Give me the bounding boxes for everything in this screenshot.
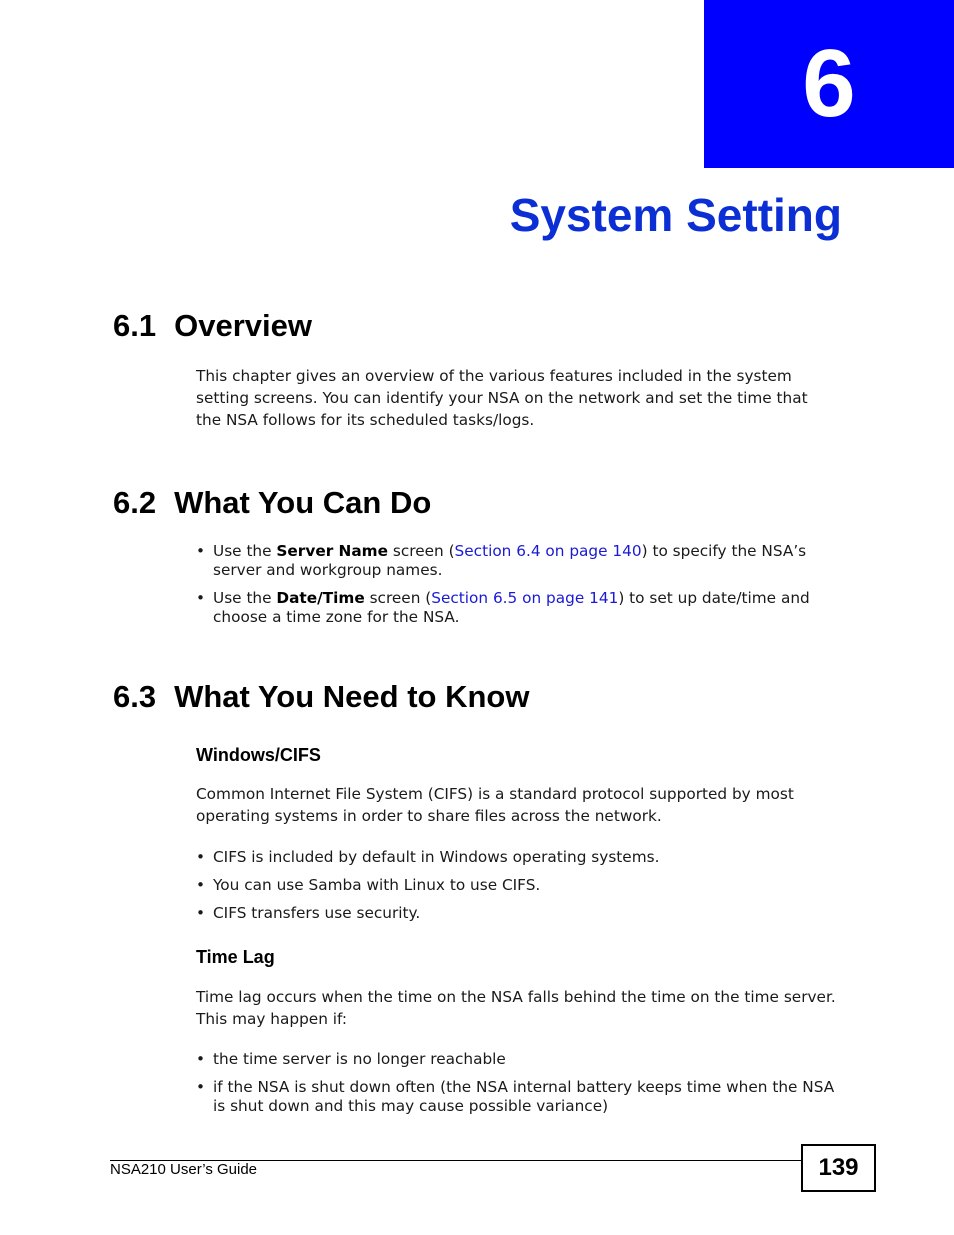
bullet-icon: • — [196, 1050, 206, 1068]
bullet-icon: • — [196, 904, 206, 922]
time-lag-paragraph: Time lag occurs when the time on the NSA falls behind the time on the time server. This may happen if: — [196, 988, 836, 1028]
list-item: • CIFS is included by default in Windows operating systems. — [196, 848, 660, 866]
section-heading-need-know — [113, 680, 529, 714]
chapter-number-box — [704, 0, 954, 168]
list-item: • the time server is no longer reachable — [196, 1050, 506, 1068]
footer-guide-name: NSA210 User’s Guide — [110, 1161, 258, 1178]
section-title: Overview — [174, 308, 312, 343]
overview-paragraph: This chapter gives an overview of the various features included in the system setting screens. You can identify your NSA on the network and set the time that the NSA follows for its scheduled tasks/logs. — [196, 367, 808, 429]
section-number: 6.3 — [113, 679, 157, 714]
bullet-icon: • — [196, 589, 206, 607]
chapter-title: System Setting — [509, 189, 842, 241]
cifs-list — [196, 848, 836, 923]
section-heading-can-do — [113, 486, 431, 520]
bullet-icon: • — [196, 1078, 206, 1096]
subheading-time-lag: Time Lag — [196, 947, 275, 967]
time-lag-list — [196, 1050, 836, 1116]
list-item: • Use the Server Name screen (Section 6.4 on page 140) to specify the NSA’s server and workgroup names. — [196, 542, 807, 579]
section-link[interactable]: Section 6.5 on page 141 — [431, 589, 619, 607]
bullet-icon: • — [196, 542, 206, 560]
subheading-windows-cifs: Windows/CIFS — [196, 745, 321, 765]
screen-name: Server Name — [276, 542, 388, 560]
can-do-list — [196, 542, 836, 627]
list-item: • You can use Samba with Linux to use CIFS. — [196, 876, 541, 894]
list-item: • Use the Date/Time screen (Section 6.5 on page 141) to set up date/time and choose a time zone for the NSA. — [196, 589, 810, 626]
list-item: • CIFS transfers use security. — [196, 904, 421, 922]
list-item: • if the NSA is shut down often (the NSA internal battery keeps time when the NSA is shut down and this may cause possible variance) — [196, 1078, 835, 1115]
section-number: 6.2 — [113, 485, 157, 520]
section-title: What You Can Do — [174, 485, 432, 520]
cifs-paragraph: Common Internet File System (CIFS) is a standard protocol supported by most operating systems in order to share files across the network. — [196, 785, 794, 825]
bullet-icon: • — [196, 848, 206, 866]
section-title: What You Need to Know — [174, 679, 530, 714]
section-link[interactable]: Section 6.4 on page 140 — [454, 542, 642, 560]
page-number-box — [801, 1144, 876, 1192]
bullet-icon: • — [196, 876, 206, 894]
section-heading-overview — [113, 309, 312, 343]
page-number: 139 — [818, 1154, 859, 1181]
section-number: 6.1 — [113, 308, 157, 343]
chapter-number: 6 — [802, 30, 856, 137]
screen-name: Date/Time — [276, 589, 365, 607]
